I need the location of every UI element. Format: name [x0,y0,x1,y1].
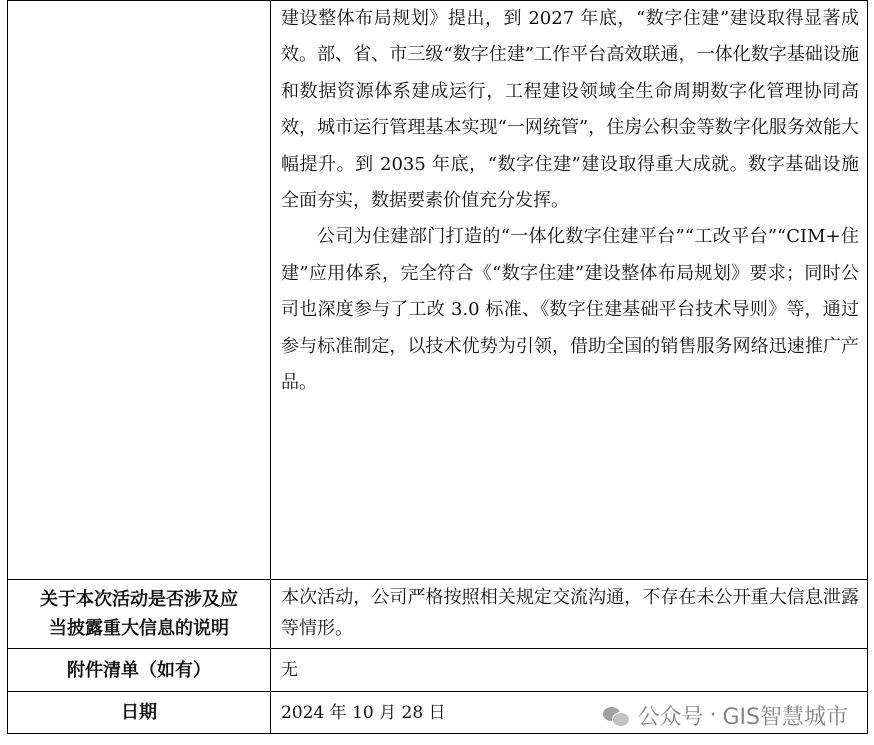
disclosure-label-line2: 当披露重大信息的说明 [49,618,229,639]
table-row-disclosure [8,580,868,649]
watermark-platform: 公众号 [637,705,704,730]
watermark-separator: · [709,703,717,728]
disclosure-label-cell [8,580,271,649]
disclosure-value: 本次活动，公司严格按照相关规定交流沟通，不存在未公开重大信息泄露等情形。 [281,587,859,639]
date-value: 2024 年 10 月 28 日 [271,692,868,734]
paragraph-2: 公司为住建部门打造的“一体化数字住建平台”“工改平台”“CIM+住建”应用体系，完全符合《“数字住建”建设整体布局规划》要求；同时公司也深度参与了工改 3.0 标准、《数字住建基础平台技术导则》等，通过参与标准制定，以技术优势为引领，借助全国的销售服务网络迅速推广产品。 [281,226,859,394]
disclosure-value-cell [271,580,868,649]
table-row-main [8,1,868,580]
watermark [603,700,848,731]
wechat-icon [603,705,629,727]
watermark-account: GIS智慧城市 [722,705,848,730]
table-row-attachments [8,649,868,692]
attachments-value: 无 [271,649,868,692]
empty-label-cell [8,1,271,580]
attachments-label: 附件清单（如有） [8,649,271,692]
paragraph-1: 建设整体布局规划》提出，到 2027 年底，“数字住建”建设取得显著成效。部、省、市三级“数字住建”工作平台高效联通，一体化数字基础设施和数据资源体系建成运行，工程建设领域全生命周期数字化管理协同高效，城市运行管理基本实现“一网统管”，住房公积金等数字化服务效能大幅提升。到 2035 年底，“数字住建”建设取得重大成就。数字基础设施全面夯实，数据要素价值充分发挥。 [281,8,859,212]
disclosure-label-line1: 关于本次活动是否涉及应 [40,589,238,610]
date-label: 日期 [8,692,271,734]
document-table [7,0,868,734]
main-content-cell [271,1,868,580]
